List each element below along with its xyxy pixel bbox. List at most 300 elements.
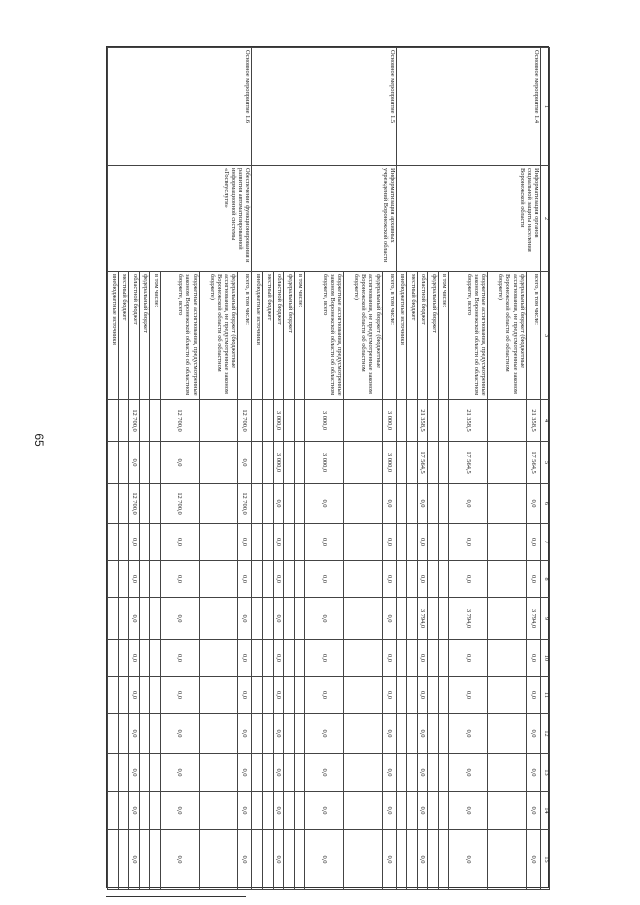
page-number: 65 <box>32 433 46 447</box>
table-row <box>382 48 396 890</box>
value-cell <box>108 442 119 484</box>
funding-source-label: в том числе: <box>294 272 305 400</box>
value-cell <box>108 640 119 677</box>
value-cell <box>488 442 527 484</box>
value-cell <box>150 400 161 442</box>
value-cell: 0,0 <box>382 561 396 598</box>
column-header-5: 5 <box>541 442 550 484</box>
value-cell <box>438 677 449 714</box>
funding-source-label: областной бюджет <box>273 272 284 400</box>
column-header-15: 15 <box>541 830 550 890</box>
value-cell <box>407 830 418 890</box>
value-cell <box>396 754 407 792</box>
value-cell <box>488 830 527 890</box>
value-cell <box>150 754 161 792</box>
value-cell <box>294 524 305 561</box>
value-cell: 0,0 <box>526 754 540 792</box>
column-header-11: 11 <box>541 677 550 714</box>
value-cell <box>139 598 150 640</box>
value-cell: 0,0 <box>417 792 428 830</box>
value-cell <box>396 400 407 442</box>
value-cell: 0,0 <box>160 830 199 890</box>
value-cell: 3 794,0 <box>449 598 488 640</box>
value-cell <box>343 484 382 524</box>
value-cell: 12 700,0 <box>129 484 140 524</box>
value-cell: 0,0 <box>273 677 284 714</box>
value-cell <box>108 524 119 561</box>
value-cell: 0,0 <box>160 677 199 714</box>
funding-source-label: внебюджетные источники <box>252 272 263 400</box>
value-cell <box>407 400 418 442</box>
table-row <box>526 48 540 890</box>
value-cell: 17 564,5 <box>449 442 488 484</box>
value-cell: 0,0 <box>305 484 344 524</box>
funding-source-label: внебюджетные источники <box>108 272 119 400</box>
value-cell: 0,0 <box>129 754 140 792</box>
value-cell <box>199 830 238 890</box>
value-cell: 0,0 <box>305 792 344 830</box>
funding-source-label: областной бюджет <box>417 272 428 400</box>
value-cell: 0,0 <box>273 754 284 792</box>
value-cell <box>284 714 295 754</box>
value-cell <box>294 561 305 598</box>
value-cell: 12 700,0 <box>160 400 199 442</box>
value-cell <box>428 792 439 830</box>
value-cell <box>294 484 305 524</box>
value-cell <box>396 640 407 677</box>
value-cell <box>263 792 274 830</box>
value-cell <box>199 524 238 561</box>
value-cell <box>284 400 295 442</box>
value-cell <box>150 830 161 890</box>
value-cell: 0,0 <box>382 714 396 754</box>
value-cell <box>343 561 382 598</box>
value-cell: 0,0 <box>238 442 252 484</box>
value-cell: 0,0 <box>129 442 140 484</box>
value-cell <box>139 792 150 830</box>
value-cell: 0,0 <box>449 484 488 524</box>
value-cell <box>294 400 305 442</box>
value-cell <box>139 714 150 754</box>
column-header-8: 8 <box>541 561 550 598</box>
value-cell <box>252 830 263 890</box>
value-cell: 0,0 <box>238 598 252 640</box>
funding-source-label: федеральный бюджет <box>284 272 295 400</box>
value-cell <box>284 830 295 890</box>
value-cell <box>150 524 161 561</box>
value-cell <box>438 714 449 754</box>
funding-source-label: всего, в том числе: <box>526 272 540 400</box>
value-cell: 0,0 <box>160 754 199 792</box>
value-cell <box>199 792 238 830</box>
value-cell: 0,0 <box>417 830 428 890</box>
value-cell <box>343 524 382 561</box>
value-cell: 3 794,0 <box>417 598 428 640</box>
column-header-4: 4 <box>541 400 550 442</box>
value-cell <box>199 640 238 677</box>
value-cell: 12 700,0 <box>160 484 199 524</box>
value-cell <box>428 640 439 677</box>
value-cell: 0,0 <box>273 561 284 598</box>
value-cell: 0,0 <box>382 524 396 561</box>
value-cell: 0,0 <box>382 754 396 792</box>
funding-source-label: всего, в том числе: <box>382 272 396 400</box>
value-cell <box>488 754 527 792</box>
value-cell <box>428 714 439 754</box>
value-cell <box>396 484 407 524</box>
value-cell <box>396 524 407 561</box>
value-cell <box>252 484 263 524</box>
value-cell: 0,0 <box>417 561 428 598</box>
value-cell <box>284 524 295 561</box>
funding-source-label: федеральный бюджет (бюджетные ассигнования, не предусмотренные законом Воронежской области об областном бюджете) <box>199 272 238 400</box>
value-cell <box>284 484 295 524</box>
value-cell <box>252 792 263 830</box>
value-cell <box>396 792 407 830</box>
funding-source-label: федеральный бюджет <box>139 272 150 400</box>
value-cell: 0,0 <box>417 484 428 524</box>
value-cell: 0,0 <box>417 754 428 792</box>
value-cell <box>263 484 274 524</box>
value-cell: 0,0 <box>382 677 396 714</box>
value-cell <box>284 598 295 640</box>
value-cell: 0,0 <box>449 640 488 677</box>
value-cell: 0,0 <box>305 598 344 640</box>
value-cell <box>199 561 238 598</box>
value-cell <box>252 442 263 484</box>
value-cell <box>108 792 119 830</box>
value-cell: 0,0 <box>417 677 428 714</box>
value-cell: 0,0 <box>273 484 284 524</box>
value-cell <box>294 640 305 677</box>
value-cell <box>108 400 119 442</box>
value-cell <box>139 830 150 890</box>
value-cell: 0,0 <box>273 714 284 754</box>
value-cell: 0,0 <box>526 830 540 890</box>
value-cell <box>252 561 263 598</box>
funding-source-label: федеральный бюджет <box>428 272 439 400</box>
value-cell <box>263 677 274 714</box>
funding-source-label: бюджетные ассигнования, предусмотренные законом Воронежской области об областном бюджете, всего <box>160 272 199 400</box>
value-cell: 0,0 <box>129 561 140 598</box>
value-cell: 0,0 <box>382 830 396 890</box>
value-cell <box>150 561 161 598</box>
value-cell: 0,0 <box>129 714 140 754</box>
value-cell <box>488 598 527 640</box>
value-cell: 0,0 <box>305 830 344 890</box>
value-cell: 0,0 <box>129 792 140 830</box>
value-cell <box>139 640 150 677</box>
funding-source-label: местный бюджет <box>118 272 129 400</box>
value-cell: 0,0 <box>238 524 252 561</box>
value-cell <box>263 598 274 640</box>
column-header-9: 9 <box>541 598 550 640</box>
value-cell <box>438 561 449 598</box>
funding-source-label: внебюджетные источники <box>396 272 407 400</box>
value-cell <box>284 442 295 484</box>
value-cell <box>252 400 263 442</box>
column-header-3: 3 <box>541 272 550 400</box>
value-cell <box>294 792 305 830</box>
value-cell <box>284 754 295 792</box>
value-cell: 0,0 <box>160 561 199 598</box>
value-cell <box>150 714 161 754</box>
value-cell <box>407 524 418 561</box>
value-cell: 3 794,0 <box>526 598 540 640</box>
budget-table-frame <box>106 46 549 888</box>
value-cell: 0,0 <box>382 484 396 524</box>
funding-source-label: федеральный бюджет (бюджетные ассигнования, не предусмотренные законом Воронежской области об областном бюджете) <box>488 272 527 400</box>
value-cell <box>438 640 449 677</box>
value-cell <box>438 442 449 484</box>
value-cell <box>428 400 439 442</box>
value-cell <box>139 754 150 792</box>
budget-table <box>107 47 550 890</box>
value-cell: 17 564,5 <box>526 442 540 484</box>
column-header-10: 10 <box>541 640 550 677</box>
value-cell <box>139 524 150 561</box>
value-cell <box>407 484 418 524</box>
value-cell <box>284 677 295 714</box>
value-cell <box>396 442 407 484</box>
value-cell <box>118 484 129 524</box>
value-cell <box>488 677 527 714</box>
value-cell <box>199 442 238 484</box>
value-cell <box>428 598 439 640</box>
value-cell: 0,0 <box>273 598 284 640</box>
value-cell <box>108 754 119 792</box>
value-cell <box>252 524 263 561</box>
value-cell <box>396 714 407 754</box>
value-cell <box>488 524 527 561</box>
value-cell <box>118 524 129 561</box>
value-cell <box>343 714 382 754</box>
value-cell <box>407 598 418 640</box>
value-cell: 0,0 <box>526 561 540 598</box>
value-cell: 3 000,0 <box>382 442 396 484</box>
value-cell <box>263 714 274 754</box>
value-cell <box>438 792 449 830</box>
value-cell <box>108 714 119 754</box>
value-cell <box>428 561 439 598</box>
value-cell <box>294 677 305 714</box>
value-cell: 0,0 <box>382 598 396 640</box>
value-cell <box>263 561 274 598</box>
column-header-14: 14 <box>541 792 550 830</box>
value-cell <box>488 484 527 524</box>
budget-table-rotated <box>107 47 550 889</box>
value-cell <box>150 677 161 714</box>
value-cell: 12 700,0 <box>238 484 252 524</box>
footnote-divider <box>106 896 246 897</box>
funding-source-label: бюджетные ассигнования, предусмотренные законом Воронежской области об областном бюджете, всего <box>305 272 344 400</box>
value-cell <box>438 524 449 561</box>
value-cell <box>150 640 161 677</box>
value-cell: 0,0 <box>160 640 199 677</box>
activity-title: Основное мероприятие 1.4 <box>396 48 540 166</box>
value-cell <box>396 561 407 598</box>
value-cell: 0,0 <box>129 598 140 640</box>
table-row <box>238 48 252 890</box>
value-cell <box>428 830 439 890</box>
value-cell <box>294 442 305 484</box>
value-cell <box>118 792 129 830</box>
value-cell <box>199 400 238 442</box>
value-cell: 0,0 <box>417 640 428 677</box>
column-header-6: 6 <box>541 484 550 524</box>
value-cell: 3 000,0 <box>382 400 396 442</box>
value-cell <box>118 830 129 890</box>
value-cell: 0,0 <box>449 561 488 598</box>
value-cell <box>108 561 119 598</box>
value-cell <box>284 561 295 598</box>
value-cell <box>396 677 407 714</box>
value-cell: 21 358,5 <box>449 400 488 442</box>
column-number-row <box>541 48 550 890</box>
value-cell <box>438 754 449 792</box>
value-cell <box>199 714 238 754</box>
value-cell: 0,0 <box>526 677 540 714</box>
value-cell: 3 000,0 <box>305 442 344 484</box>
value-cell: 0,0 <box>305 677 344 714</box>
value-cell: 0,0 <box>238 792 252 830</box>
value-cell: 0,0 <box>382 640 396 677</box>
column-header-7: 7 <box>541 524 550 561</box>
value-cell <box>118 598 129 640</box>
value-cell <box>108 677 119 714</box>
value-cell: 12 700,0 <box>238 400 252 442</box>
value-cell <box>263 400 274 442</box>
column-header-13: 13 <box>541 754 550 792</box>
value-cell <box>199 598 238 640</box>
activity-name: Информатизация органов социальной защиты населения Воронежской области <box>396 166 540 272</box>
value-cell: 0,0 <box>129 640 140 677</box>
value-cell <box>263 754 274 792</box>
value-cell: 0,0 <box>449 754 488 792</box>
value-cell <box>108 830 119 890</box>
value-cell <box>139 677 150 714</box>
value-cell <box>428 677 439 714</box>
value-cell <box>118 677 129 714</box>
value-cell <box>150 598 161 640</box>
value-cell: 0,0 <box>129 524 140 561</box>
value-cell: 0,0 <box>449 714 488 754</box>
value-cell <box>428 442 439 484</box>
value-cell <box>407 754 418 792</box>
column-header-1: 1 <box>541 48 550 166</box>
value-cell <box>488 400 527 442</box>
value-cell <box>488 714 527 754</box>
value-cell <box>139 442 150 484</box>
value-cell: 0,0 <box>449 524 488 561</box>
value-cell: 0,0 <box>305 640 344 677</box>
value-cell: 21 358,5 <box>526 400 540 442</box>
funding-source-label: всего, в том числе: <box>238 272 252 400</box>
value-cell: 0,0 <box>305 561 344 598</box>
value-cell <box>396 830 407 890</box>
value-cell: 0,0 <box>526 640 540 677</box>
activity-name: Информатизация архивных учреждений Воронежской области <box>252 166 396 272</box>
value-cell <box>407 714 418 754</box>
value-cell: 0,0 <box>160 598 199 640</box>
value-cell: 17 564,5 <box>417 442 428 484</box>
value-cell: 0,0 <box>160 714 199 754</box>
value-cell <box>118 442 129 484</box>
value-cell <box>284 640 295 677</box>
value-cell <box>407 677 418 714</box>
value-cell <box>428 484 439 524</box>
value-cell: 0,0 <box>129 677 140 714</box>
value-cell: 0,0 <box>273 640 284 677</box>
value-cell: 0,0 <box>238 754 252 792</box>
value-cell <box>118 754 129 792</box>
value-cell <box>118 714 129 754</box>
value-cell: 0,0 <box>238 677 252 714</box>
value-cell: 0,0 <box>238 714 252 754</box>
value-cell <box>108 484 119 524</box>
value-cell <box>139 561 150 598</box>
funding-source-label: в том числе: <box>438 272 449 400</box>
value-cell <box>343 442 382 484</box>
value-cell <box>438 830 449 890</box>
value-cell <box>407 442 418 484</box>
table-body <box>108 48 541 890</box>
value-cell: 0,0 <box>238 561 252 598</box>
value-cell <box>252 754 263 792</box>
value-cell <box>284 792 295 830</box>
value-cell <box>343 792 382 830</box>
value-cell <box>428 754 439 792</box>
value-cell: 0,0 <box>449 830 488 890</box>
value-cell <box>263 442 274 484</box>
value-cell: 0,0 <box>238 830 252 890</box>
value-cell: 0,0 <box>305 754 344 792</box>
value-cell <box>199 754 238 792</box>
value-cell: 0,0 <box>526 484 540 524</box>
column-header-2: 2 <box>541 166 550 272</box>
value-cell <box>252 677 263 714</box>
value-cell <box>263 830 274 890</box>
value-cell <box>263 524 274 561</box>
value-cell: 0,0 <box>382 792 396 830</box>
value-cell: 0,0 <box>129 830 140 890</box>
value-cell <box>118 640 129 677</box>
value-cell <box>150 792 161 830</box>
value-cell <box>488 640 527 677</box>
value-cell <box>139 400 150 442</box>
value-cell: 3 000,0 <box>305 400 344 442</box>
value-cell <box>150 484 161 524</box>
value-cell: 0,0 <box>160 524 199 561</box>
funding-source-label: областной бюджет <box>129 272 140 400</box>
value-cell: 3 000,0 <box>273 400 284 442</box>
value-cell <box>252 640 263 677</box>
value-cell <box>252 598 263 640</box>
value-cell <box>118 400 129 442</box>
value-cell: 0,0 <box>273 830 284 890</box>
value-cell: 0,0 <box>273 524 284 561</box>
column-header-12: 12 <box>541 714 550 754</box>
value-cell: 3 000,0 <box>273 442 284 484</box>
value-cell <box>263 640 274 677</box>
value-cell <box>343 754 382 792</box>
funding-source-label: местный бюджет <box>407 272 418 400</box>
value-cell: 0,0 <box>526 524 540 561</box>
value-cell: 0,0 <box>305 524 344 561</box>
funding-source-label: федеральный бюджет (бюджетные ассигнования, не предусмотренные законом Воронежской области об областном бюджете) <box>343 272 382 400</box>
activity-title: Основное мероприятие 1.5 <box>252 48 396 166</box>
value-cell <box>488 792 527 830</box>
